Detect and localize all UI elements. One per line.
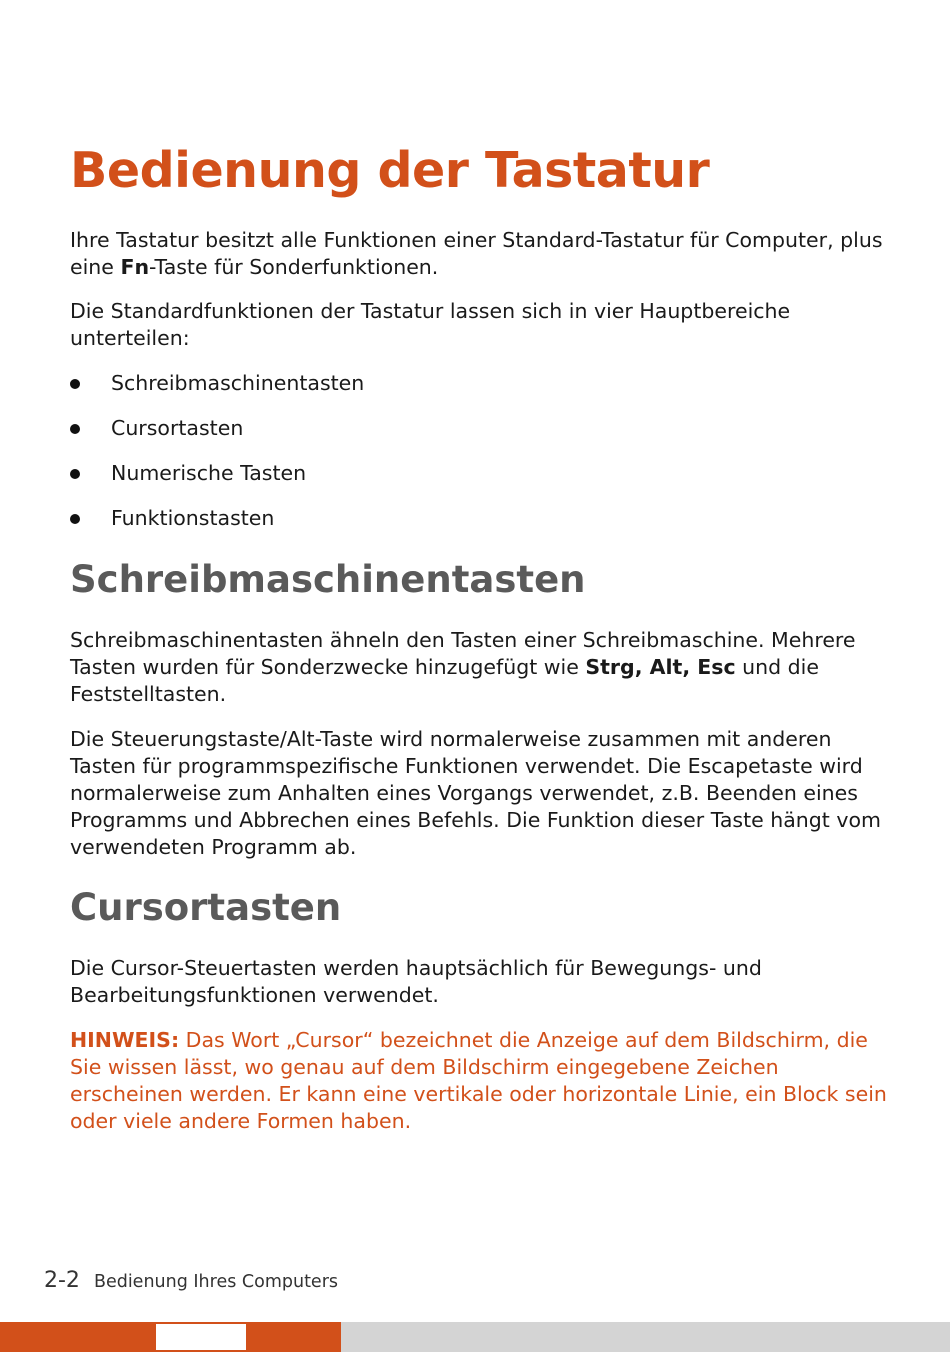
intro-text-a: Ihre Tastatur besitzt alle Funktionen einer Standard-Tastatur für Computer, plus eine bbox=[70, 228, 883, 279]
typewriter-paragraph-2: Die Steuerungstaste/Alt-Taste wird normalerweise zusammen mit anderen Tasten für programmspezifische Funktionen verwendet. Die Escapetaste wird normalerweise zum Anhalten eines Vorgangs verwendet, z.B. Beenden eines Programms und Abbrechen eines Befehls. Die Funktion dieser Taste hängt vom verwendeten Programm ab. bbox=[70, 727, 881, 859]
cursor-paragraph: Die Cursor-Steuertasten werden hauptsächlich für Bewegungs- und Bearbeitungsfunktionen verwendet. bbox=[70, 956, 762, 1007]
page-footer bbox=[44, 1268, 338, 1293]
bullet-icon bbox=[70, 469, 80, 479]
footer-bar-white-block bbox=[154, 1322, 248, 1352]
bullet-icon bbox=[70, 379, 80, 389]
footer-bar-orange-right bbox=[248, 1322, 341, 1352]
special-key-names: Strg, Alt, Esc bbox=[585, 655, 736, 679]
intro-paragraph-1 bbox=[70, 227, 890, 281]
chapter-title: Bedienung Ihres Computers bbox=[93, 1272, 339, 1292]
fn-key-name: Fn bbox=[120, 255, 150, 279]
note-text: Das Wort „Cursor“ bezeichnet die Anzeige auf dem Bildschirm, die Sie wissen lässt, wo genau auf dem Bildschirm eingegebene Zeichen erscheinen werden. Er kann eine vertikale oder horizontale Linie, ein Block sein oder viele andere Formen haben. bbox=[70, 1028, 887, 1133]
page-title: Bedienung der Tastatur bbox=[70, 142, 710, 199]
bullet-icon bbox=[70, 514, 80, 524]
typewriter-paragraph-1 bbox=[70, 627, 890, 708]
typewriter-text-a: Schreibmaschinentasten ähneln den Tasten einer Schreibmaschine. Mehrere Tasten wurden für Sonderzwecke hinzugefügt wie bbox=[70, 628, 856, 679]
intro-paragraph-2: Die Standardfunktionen der Tastatur lassen sich in vier Hauptbereiche unterteilen: bbox=[70, 299, 791, 350]
page-number: 2-2 bbox=[44, 1268, 80, 1293]
list-item-label: Funktionstasten bbox=[111, 506, 275, 530]
section-heading-typewriter-keys: Schreibmaschinentasten bbox=[70, 558, 586, 601]
note-paragraph bbox=[70, 1027, 890, 1135]
typewriter-text-b: und die Feststelltasten. bbox=[70, 655, 819, 706]
note-label: HINWEIS: bbox=[70, 1028, 180, 1052]
list-item-label: Numerische Tasten bbox=[111, 461, 307, 485]
bullet-icon bbox=[70, 424, 80, 434]
footer-bar-orange-left bbox=[0, 1322, 154, 1352]
footer-bar-gray bbox=[341, 1322, 950, 1352]
intro-text-b: -Taste für Sonderfunktionen. bbox=[149, 255, 439, 279]
list-item-label: Cursortasten bbox=[111, 416, 244, 440]
list-item-label: Schreibmaschinentasten bbox=[111, 371, 365, 395]
section-heading-cursor-keys: Cursortasten bbox=[70, 886, 342, 929]
